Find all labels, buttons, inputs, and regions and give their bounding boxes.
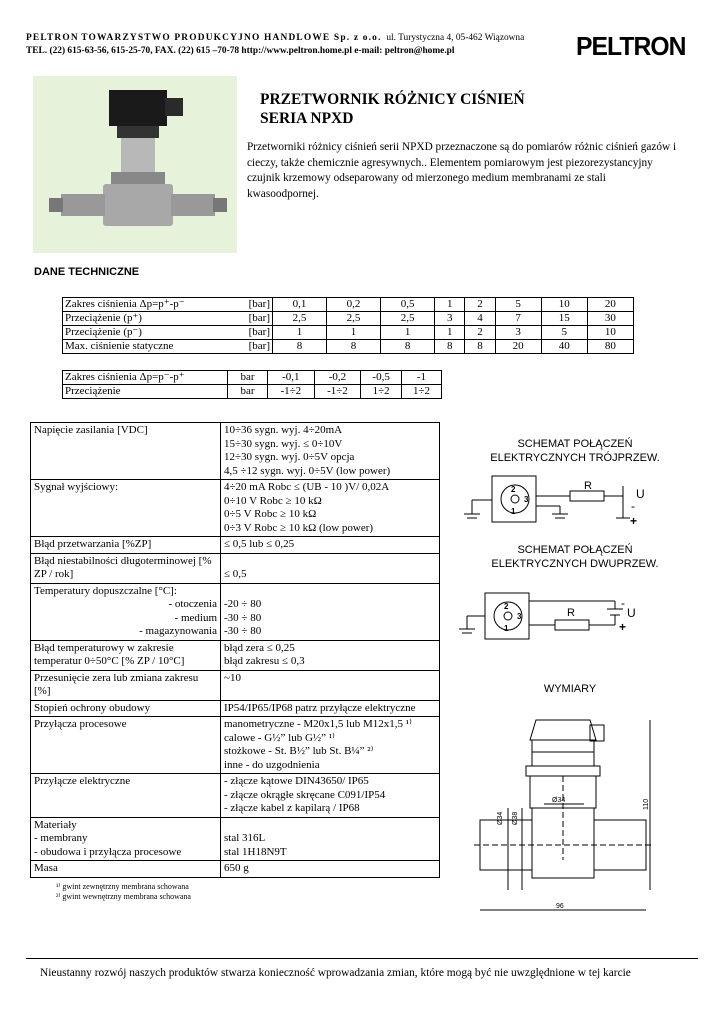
spec-name xyxy=(31,670,221,700)
dim-d34: Ø34 xyxy=(552,797,566,804)
company-contacts: TEL. (22) 615-63-56, 615-25-70, FAX. (22) 615 –70-78 http://www.peltron.home.pl e-mail: peltron@home.pl xyxy=(26,46,455,56)
table-cell: -1÷2 xyxy=(268,385,315,399)
spec-name-text: Błąd temperaturowy w zakresie temperatur 0÷50°C [% ZP / 10°C] xyxy=(34,641,185,667)
table-cell: 1÷2 xyxy=(361,385,402,399)
spec-value xyxy=(221,717,440,774)
resistor-label: R xyxy=(567,607,575,619)
row-label-text: Przeciążenie (p⁻) xyxy=(65,326,142,338)
table-cell: 2,5 xyxy=(381,312,435,326)
plus-label: + xyxy=(619,620,627,634)
footer-note: Nieustanny rozwój naszych produktów stwarza konieczność wprowadzania zmian, które mogą być nie uwzględnione w tej karcie xyxy=(40,967,631,979)
product-title-line2: SERIA NPXD xyxy=(260,110,354,127)
table-row xyxy=(63,385,442,399)
table-cell: -1 xyxy=(401,371,441,385)
spec-name xyxy=(31,480,221,537)
spec-row xyxy=(31,583,440,640)
spec-name xyxy=(31,774,221,818)
spec-value-line: 650 g xyxy=(224,862,249,874)
spec-value-line: 0÷5 V Robc ≥ 10 kΩ xyxy=(224,508,317,520)
spec-subname: - magazynowania xyxy=(139,625,217,637)
spec-row xyxy=(31,817,440,861)
spec-name xyxy=(31,817,221,861)
pressure-range-table xyxy=(62,297,634,354)
table-cell: 0,2 xyxy=(327,298,381,312)
spec-name-text: Błąd niestabilności długoterminowej [% ZP / rok] xyxy=(34,554,212,580)
company-header xyxy=(26,32,524,58)
spec-subname: - membrany xyxy=(34,832,88,844)
table-row xyxy=(63,371,442,385)
spec-subname: - obudowa i przyłącza procesowe xyxy=(34,845,182,858)
diagram2-title-line1: SCHEMAT POŁĄCZEŃ xyxy=(517,544,633,556)
diagram2-title-line2: ELEKTRYCZNYCH DWUPRZEW. xyxy=(491,558,659,570)
row-label-text: Zakres ciśnienia Δp=p⁺-p⁻ xyxy=(65,298,185,310)
spec-value-line: IP54/IP65/IP68 patrz przyłącze elektryczne xyxy=(224,701,416,714)
spec-name xyxy=(31,583,221,640)
pin-label: 2 xyxy=(504,602,509,611)
pin-label: 3 xyxy=(517,612,522,621)
spec-value-line: - złącze okrągłe skręcane C091/IP54 xyxy=(224,788,386,801)
spec-value-line: 12÷30 sygn. wyj. 0÷5V opcja xyxy=(224,451,355,463)
company-name: PELTRON xyxy=(26,33,79,43)
row-unit: [bar] xyxy=(248,326,270,338)
spec-row xyxy=(31,553,440,583)
spec-value-line: stożkowe - St. B½” lub St. B¼” ²⁾ xyxy=(224,745,374,757)
pin-label: 2 xyxy=(511,485,516,494)
spec-row xyxy=(31,774,440,818)
table-cell: 3 xyxy=(495,326,541,340)
spec-value xyxy=(221,700,440,717)
row-label xyxy=(63,312,273,326)
spec-row xyxy=(31,861,440,878)
table-cell: 1÷2 xyxy=(401,385,441,399)
diagram1-title-line1: SCHEMAT POŁĄCZEŃ xyxy=(517,438,633,450)
row-label-text: Max. ciśnienie statyczne xyxy=(65,340,174,352)
spec-value-line: stal 1H18N9T xyxy=(224,845,287,858)
spec-row xyxy=(31,537,440,554)
product-description: Przetworniki różnicy ciśnień serii NPXD przeznaczone są do pomiarów różnic ciśnień gazów i cieczy, także chemicznie agresywnych.. Elementem pomiarowym jest piezorezystancyjny czujnik krzemowy odseparowany od mierzonego medium membranami ze stali kwasoodpornej. xyxy=(247,141,677,200)
table-cell: 1 xyxy=(435,298,465,312)
wiring-diagram-2wire xyxy=(455,585,675,645)
table-cell: 2,5 xyxy=(327,312,381,326)
spec-value xyxy=(221,640,440,670)
spec-value-line: manometryczne - M20x1,5 lub M12x1,5 ¹⁾ xyxy=(224,718,412,730)
pin-label: 1 xyxy=(504,624,509,633)
spec-name-text: Napięcie zasilania [VDC] xyxy=(34,424,148,436)
row-label: Zakres ciśnienia Δp=p⁻-p⁺ xyxy=(63,371,228,385)
spec-value xyxy=(221,583,440,640)
spec-name xyxy=(31,423,221,480)
minus-label: - xyxy=(621,596,625,610)
table-cell: 8 xyxy=(273,340,327,354)
table-row xyxy=(63,326,634,340)
peltron-logo: PELTRON xyxy=(576,31,686,61)
row-unit: bar xyxy=(228,385,268,399)
dimension-drawing xyxy=(470,700,690,920)
negative-range-table xyxy=(62,370,442,399)
spec-value-line: inne - do uzgodnienia xyxy=(224,758,320,771)
diagram1-title-line2: ELEKTRYCZNYCH TRÓJPRZEW. xyxy=(490,452,660,464)
spec-row xyxy=(31,670,440,700)
row-label: Przeciążenie xyxy=(63,385,228,399)
spec-value-line: ≤ 0,5 lub ≤ 0,25 xyxy=(224,538,295,550)
spec-value xyxy=(221,537,440,554)
table-row xyxy=(63,312,634,326)
spec-value-line: 4,5 ÷12 sygn. wyj. 0÷5V (low power) xyxy=(224,464,391,477)
spec-row xyxy=(31,640,440,670)
company-address: ul. Turystyczna 4, 05-462 Wiązowna xyxy=(386,33,525,43)
spec-value-line: -30 ÷ 80 xyxy=(224,611,262,624)
spec-value xyxy=(221,423,440,480)
row-label xyxy=(63,326,273,340)
footnotes xyxy=(56,882,191,902)
table-cell: 10 xyxy=(587,326,633,340)
table-cell: 1 xyxy=(327,326,381,340)
spec-value-line: calowe - G½” lub G½” ¹⁾ xyxy=(224,731,335,744)
table-cell: 15 xyxy=(541,312,587,326)
wiring-diagram-3wire xyxy=(460,470,680,530)
table-cell: 10 xyxy=(541,298,587,312)
table-cell: -0,1 xyxy=(268,371,315,385)
table-row xyxy=(63,340,634,354)
spec-name-text: Stopień ochrony obudowy xyxy=(34,701,151,714)
spec-name-text: Sygnał wyjściowy: xyxy=(34,481,119,493)
spec-value-line: - złącze kątowe DIN43650/ IP65 xyxy=(224,775,369,787)
voltage-label: U xyxy=(627,606,636,620)
spec-name xyxy=(31,700,221,717)
table-cell: 1 xyxy=(273,326,327,340)
row-label xyxy=(63,298,273,312)
row-label-text: Przeciążenie (p⁺) xyxy=(65,312,142,324)
spec-subname: - medium xyxy=(174,611,217,624)
spec-value-line: 10÷36 sygn. wyj. 4÷20mA xyxy=(224,424,343,436)
footnote-2: ²⁾ gwint wewnętrzny membrana schowana xyxy=(56,892,191,901)
section-title: DANE TECHNICZNE xyxy=(34,266,140,278)
spec-name-text: Materiały xyxy=(34,818,77,831)
spec-value-line xyxy=(224,585,436,599)
spec-value-line: - złącze kabel z kapilarą / IP68 xyxy=(224,802,360,814)
spec-value xyxy=(221,861,440,878)
table-cell: 20 xyxy=(495,340,541,354)
spec-name xyxy=(31,861,221,878)
dim-d34-vertical: Ø34 xyxy=(497,811,504,825)
table-cell: 8 xyxy=(381,340,435,354)
table-cell: 7 xyxy=(495,312,541,326)
spec-value-line: stal 316L xyxy=(224,832,266,844)
spec-row xyxy=(31,717,440,774)
dim-width: 96 xyxy=(556,903,564,910)
minus-label: - xyxy=(631,499,635,513)
row-unit: [bar] xyxy=(248,312,270,324)
voltage-label: U xyxy=(636,487,645,501)
spec-value xyxy=(221,480,440,537)
table-cell: 8 xyxy=(435,340,465,354)
table-cell: -0,2 xyxy=(314,371,361,385)
spec-name-text: Przyłącza procesowe xyxy=(34,718,127,730)
table-cell: 5 xyxy=(541,326,587,340)
table-row xyxy=(63,298,634,312)
spec-value-line: -20 ÷ 80 xyxy=(224,598,262,610)
spec-value-line: 0÷3 V Robc ≥ 10 kΩ (low power) xyxy=(224,521,374,534)
spec-name xyxy=(31,537,221,554)
spec-value-line: błąd zera ≤ 0,25 xyxy=(224,641,295,654)
table-cell: 8 xyxy=(465,340,495,354)
spec-value-line: 4÷20 mA Robc ≤ (UB - 10 )V/ 0,02A xyxy=(224,481,390,493)
footnote-1: ¹⁾ gwint zewnętrzny membrana schowana xyxy=(56,882,189,891)
spec-name-text: Temperatury dopuszczalne [°C]: xyxy=(34,584,177,597)
diagram1-title xyxy=(470,437,680,465)
product-title-line1: PRZETWORNIK RÓŻNICY CIŚNIEŃ xyxy=(260,91,525,108)
pin-label: 3 xyxy=(524,495,529,504)
table-cell: 40 xyxy=(541,340,587,354)
row-unit: [bar] xyxy=(248,340,270,352)
spec-subname: - otoczenia xyxy=(168,598,217,610)
row-unit: bar xyxy=(228,371,268,385)
table-cell: 4 xyxy=(465,312,495,326)
table-cell: -1÷2 xyxy=(314,385,361,399)
dim-height: 110 xyxy=(643,798,650,810)
spec-value-line: 0÷10 V Robc ≥ 10 kΩ xyxy=(224,494,322,507)
spec-row xyxy=(31,480,440,537)
spec-value xyxy=(221,553,440,583)
company-desc: TOWARZYSTWO PRODUKCYJNO HANDLOWE Sp. z o.o. xyxy=(81,33,382,43)
spec-row xyxy=(31,700,440,717)
spec-value-line: 15÷30 sygn. wyj. ≤ 0÷10V xyxy=(224,437,343,450)
specs-table xyxy=(30,422,440,878)
table-cell: 1 xyxy=(435,326,465,340)
spec-value xyxy=(221,817,440,861)
table-cell: 20 xyxy=(587,298,633,312)
dim-d38: Ø38 xyxy=(512,811,519,825)
table-cell: 3 xyxy=(435,312,465,326)
product-title xyxy=(260,90,525,128)
pin-label: 1 xyxy=(511,507,516,516)
plus-label: + xyxy=(630,514,638,528)
table-cell: 2 xyxy=(465,298,495,312)
spec-name xyxy=(31,640,221,670)
spec-value xyxy=(221,774,440,818)
spec-value-line: ≤ 0,5 xyxy=(224,568,247,580)
row-label xyxy=(63,340,273,354)
row-unit: [bar] xyxy=(248,298,270,310)
table-cell: 8 xyxy=(327,340,381,354)
spec-name xyxy=(31,553,221,583)
table-cell: 80 xyxy=(587,340,633,354)
table-cell: 2,5 xyxy=(273,312,327,326)
table-cell: 0,5 xyxy=(381,298,435,312)
spec-value-line: ~10 xyxy=(224,671,241,684)
spec-row xyxy=(31,423,440,480)
table-cell: -0,5 xyxy=(361,371,402,385)
spec-name-text: Błąd przetwarzania [%ZP] xyxy=(34,538,152,550)
table-cell: 0,1 xyxy=(273,298,327,312)
table-cell: 1 xyxy=(381,326,435,340)
spec-value xyxy=(221,670,440,700)
diagram2-title xyxy=(470,543,680,571)
footer-divider xyxy=(26,958,698,959)
spec-value-line: -30 ÷ 80 xyxy=(224,625,262,637)
resistor-label: R xyxy=(584,480,592,492)
product-photo xyxy=(33,76,237,253)
spec-value-line xyxy=(224,555,436,569)
table-cell: 2 xyxy=(465,326,495,340)
table-cell: 30 xyxy=(587,312,633,326)
spec-value-line: błąd zakresu ≤ 0,3 xyxy=(224,655,305,667)
spec-name-text: Przesunięcie zera lub zmiana zakresu [%] xyxy=(34,671,199,697)
spec-name xyxy=(31,717,221,774)
spec-name-text: Masa xyxy=(34,862,58,874)
dimensions-title: WYMIARY xyxy=(543,683,597,695)
spec-value-line xyxy=(224,819,436,833)
spec-name-text: Przyłącze elektryczne xyxy=(34,775,131,787)
table-cell: 5 xyxy=(495,298,541,312)
